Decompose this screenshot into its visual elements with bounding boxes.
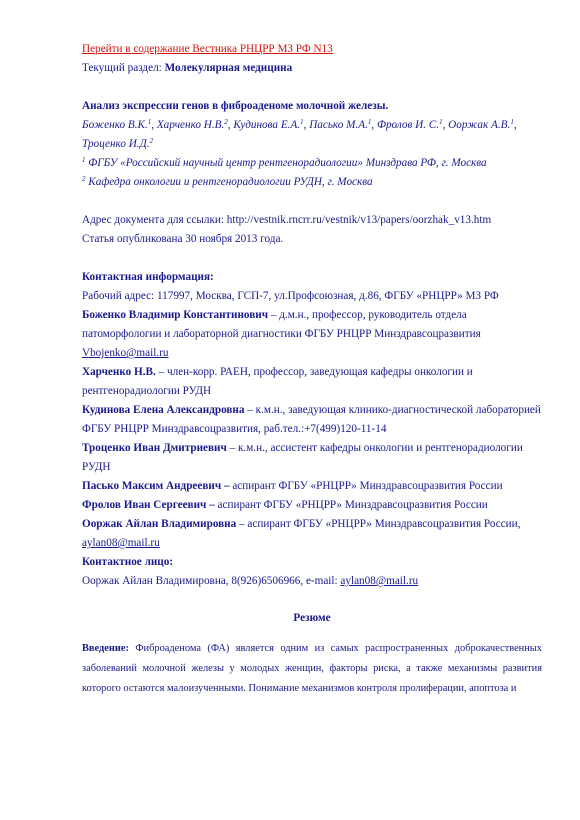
contacts-heading: Контактная информация: [82, 271, 214, 283]
author-name: Харченко Н.В. [156, 119, 225, 131]
person-desc: – д.м.н., профессор, руководитель отдела патоморфологии и лабораторной диагностики ФГБУ РНЦРР Минздравсоцразвития [82, 309, 481, 340]
affiliation-text: Кафедра онкологии и рентгенорадиологии РУДН, г. Москва [85, 176, 373, 188]
summary-intro [82, 639, 542, 699]
person-name: Фролов Иван Сергеевич – [82, 499, 215, 511]
person-name: Ооржак Айлан Владимировна [82, 518, 237, 530]
author-sup: 1 [300, 118, 304, 126]
author-sup: 2 [149, 137, 154, 145]
person-entry [82, 401, 542, 439]
published-line: Статья опубликована 30 ноября 2013 года. [82, 233, 284, 245]
person-name: Боженко Владимир Константинович [82, 309, 269, 321]
author-sup: 1 [147, 118, 152, 126]
person-entry [82, 363, 542, 401]
author-sup: 1 [439, 118, 443, 126]
affiliation-2 [82, 173, 542, 192]
person-entry [82, 477, 542, 496]
person-name: Пасько Максим Андреевич – [82, 480, 230, 492]
address-line [82, 211, 542, 230]
affiliation-sup: 1 [82, 156, 86, 164]
summary-heading: Резюме [293, 612, 331, 624]
email-link[interactable]: Vbojenko@mail.ru [82, 347, 169, 359]
authors-line: Боженко В.К.$^1$, Харченко Н.В.$^2$, Кудинова Е.А.$^1$, Пасько М.А.$^1$, Фролов И. С.$^1$, Ооржак А.В.$^1$, Троценко И.Д.$^2$ [82, 118, 517, 150]
person-desc: аспирант ФГБУ «РНЦРР» Минздравсоцразвития России [229, 480, 503, 492]
person-name: Кудинова Елена Александровна [82, 404, 245, 416]
contents-link[interactable]: Перейти в содержание Вестника РНЦРР МЗ РФ N13 [82, 43, 333, 55]
person-desc: аспирант ФГБУ «РНЦРР» Минздравсоцразвития России [214, 499, 488, 511]
document-content [82, 40, 542, 699]
section-name: Молекулярная медицина [164, 62, 293, 74]
person-desc: – аспирант ФГБУ «РНЦРР» Минздравсоцразвития России, [236, 518, 521, 530]
section-label: Текущий раздел: [82, 62, 165, 74]
section-line [82, 59, 542, 78]
author-name: Троценко И.Д. [82, 138, 150, 150]
person-name: Харченко Н.В. [82, 366, 156, 378]
contact-person-heading: Контактное лицо: [82, 556, 174, 568]
author-sup: 1 [510, 118, 514, 126]
address-label: Адрес документа для ссылки: [82, 214, 227, 226]
author-name: Фролов И. С. [376, 119, 440, 131]
affiliation-1 [82, 154, 542, 173]
person-desc: – к.м.н., ассистент кафедры онкологии и рентгенорадиологии РУДН [82, 442, 523, 473]
intro-text: Фиброаденома (ФА) является одним из самых распространенных доброкачественных заболеваний молочной железы у молодых женщин, факторы риска, а также механизмы развития которого остаются малоизученными. Понимание механизмов контроля пролиферации, апоптоза и [82, 643, 542, 695]
address-url: http://vestnik.rncrr.ru/vestnik/v13/papers/oorzhak_v13.htm [226, 214, 492, 226]
person-entry [82, 439, 542, 477]
author-sup: 2 [224, 118, 228, 126]
person-entry [82, 515, 542, 553]
affiliation-sup: 2 [82, 175, 86, 183]
work-address: Рабочий адрес: 117997, Москва, ГСП-7, ул.Профсоюзная, д.86, ФГБУ «РНЦРР» МЗ РФ [82, 290, 499, 302]
author-name: Боженко В.К. [82, 119, 148, 131]
contact-person-text: Ооржак Айлан Владимировна, 8(926)6506966, e-mail: [82, 575, 341, 587]
nav-line [82, 40, 542, 59]
person-name: Троценко Иван Дмитриевич [82, 442, 227, 454]
author-name: Кудинова Е.А. [233, 119, 301, 131]
article-title: Анализ экспрессии генов в фиброаденоме молочной железы. [82, 100, 389, 112]
person-entry [82, 306, 542, 363]
person-desc: – к.м.н., заведующая клинико-диагностической лабораторией ФГБУ РНЦРР Минздравсоцразвития, раб.тел.:+7(499)120-11-14 [82, 404, 541, 435]
email-link[interactable]: aylan08@mail.ru [82, 537, 160, 549]
contact-person-line [82, 572, 542, 591]
author-sup: 1 [367, 118, 372, 126]
person-desc: – член-корр. РАЕН, профессор, заведующая кафедры онкологии и рентгенорадиологии РУДН [82, 366, 473, 397]
affiliation-text: ФГБУ «Российский научный центр рентгенорадиологии» Минздрава РФ, г. Москва [85, 157, 487, 169]
author-name: Ооржак А.В. [448, 119, 511, 131]
person-entry [82, 496, 542, 515]
author-name: Пасько М.А. [309, 119, 368, 131]
contact-email-link[interactable]: aylan08@mail.ru [340, 575, 419, 587]
intro-label: Введение: [82, 643, 129, 655]
